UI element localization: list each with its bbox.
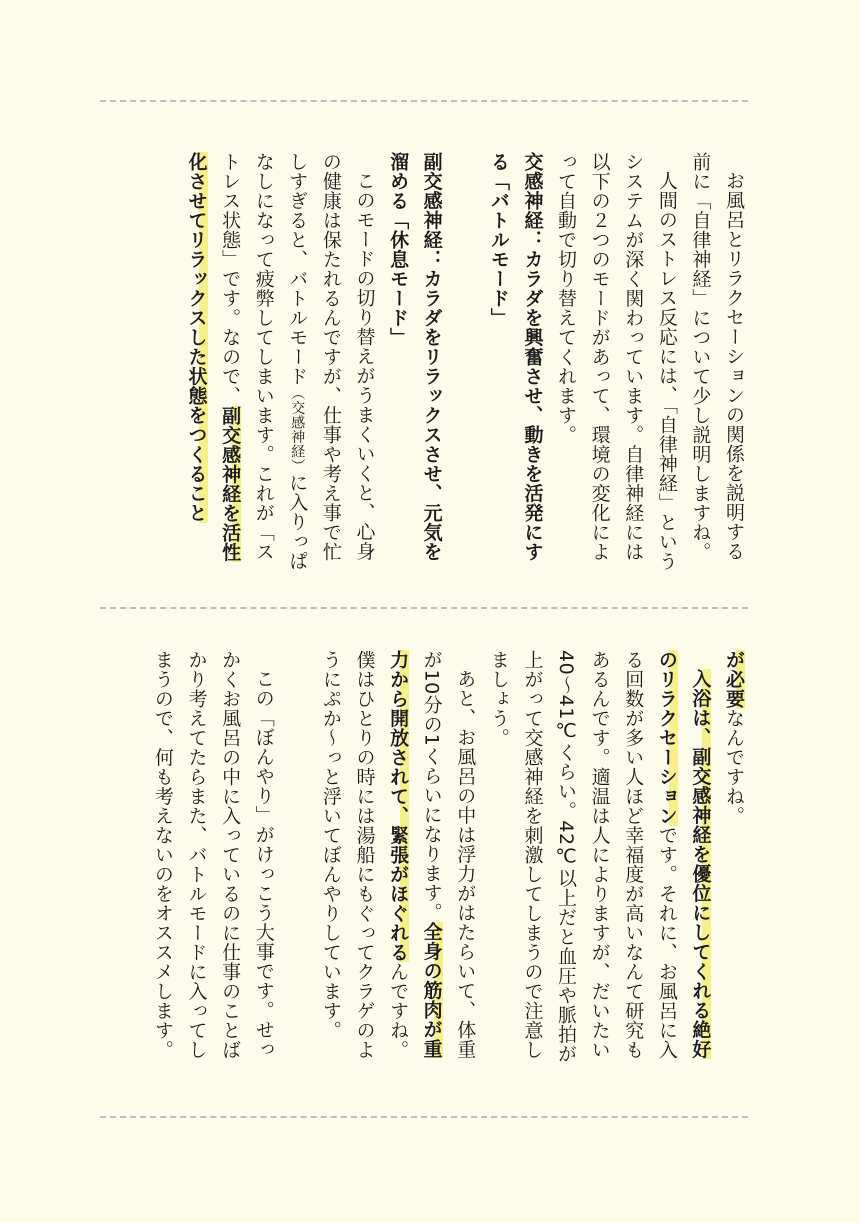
divider-bottom: [100, 1116, 748, 1118]
text-band-top: [98, 152, 750, 576]
text-band-bottom: [98, 650, 750, 1075]
paragraph-continuation: が必要なんですね。: [723, 650, 745, 826]
divider-top: [100, 100, 748, 102]
highlight-necessary: が必要: [723, 650, 745, 709]
note-sympathetic: （交感神経）: [289, 386, 306, 473]
paragraph-autonomic: 人間のストレス反応には、「自律神経」というシステムが深く関わっています。自律神経には以下の２つのモードがあって、環境の変化によって自動で切り替えてくれます。: [555, 152, 678, 571]
highlight-bathing: 入浴は、副交感神経を優位にしてくれる絶好のリラクセーション: [655, 650, 712, 1059]
highlight-parasympathetic: 副交感神経を活性化させてリラックスした状態をつくること: [185, 152, 242, 562]
paragraph-relax: この「ぼんやり」がけっこう大事です。せっかくお風呂の中に入っているのに仕事のことばかり考えてたらまた、バトルモードに入ってしまうので、何も考えないのをオススメします。: [151, 650, 275, 1060]
paragraph-buoyancy: あと、お風呂の中は浮力がはたらいて、体重が10分の1くらいになります。全身の筋肉が重力から開放されて、緊張がほぐれるんですね。僕はひとりの時には湯船にもぐってクラゲのようにぷか～っと浮いてぼんやりしています。: [319, 650, 477, 1060]
highlight-muscles: 全身の筋肉が重力から開放されて、緊張がほぐれる: [387, 650, 443, 1059]
definition-sympathetic: 交感神経：カラダを興奮させ、動きを活発にする「バトルモード」: [487, 152, 544, 562]
definition-parasympathetic: 副交感神経：カラダをリラックスさせ、元気を溜める「休息モード」: [387, 152, 443, 562]
paragraph-bathing: 入浴は、副交感神経を優位にしてくれる絶好のリラクセーションです。それに、お風呂に入る回数が多い人ほど幸福度が高いなんて研究もあるんです。適温は人によりますが、だいたい40～41℃くらい。42℃以上だと血圧や脈拍が上がって交感神経を刺激してしまうので注意しましょう。: [487, 650, 712, 1064]
paragraph-mode-switch: このモードの切り替えがうまくいくと、心身の健康は保たれるんですが、仕事や考え事で忙しすぎると、バトルモード（交感神経）に入りっぱなしになって疲弊してしまいます。これが「ストレス状態」です。なので、副交感神経を活性化させてリラックスした状態をつくること: [185, 152, 376, 571]
paragraph-intro: お風呂とリラクセーションの関係を説明する前に「自律神経」について少し説明しますね。: [689, 152, 745, 562]
divider-middle: [100, 607, 748, 609]
